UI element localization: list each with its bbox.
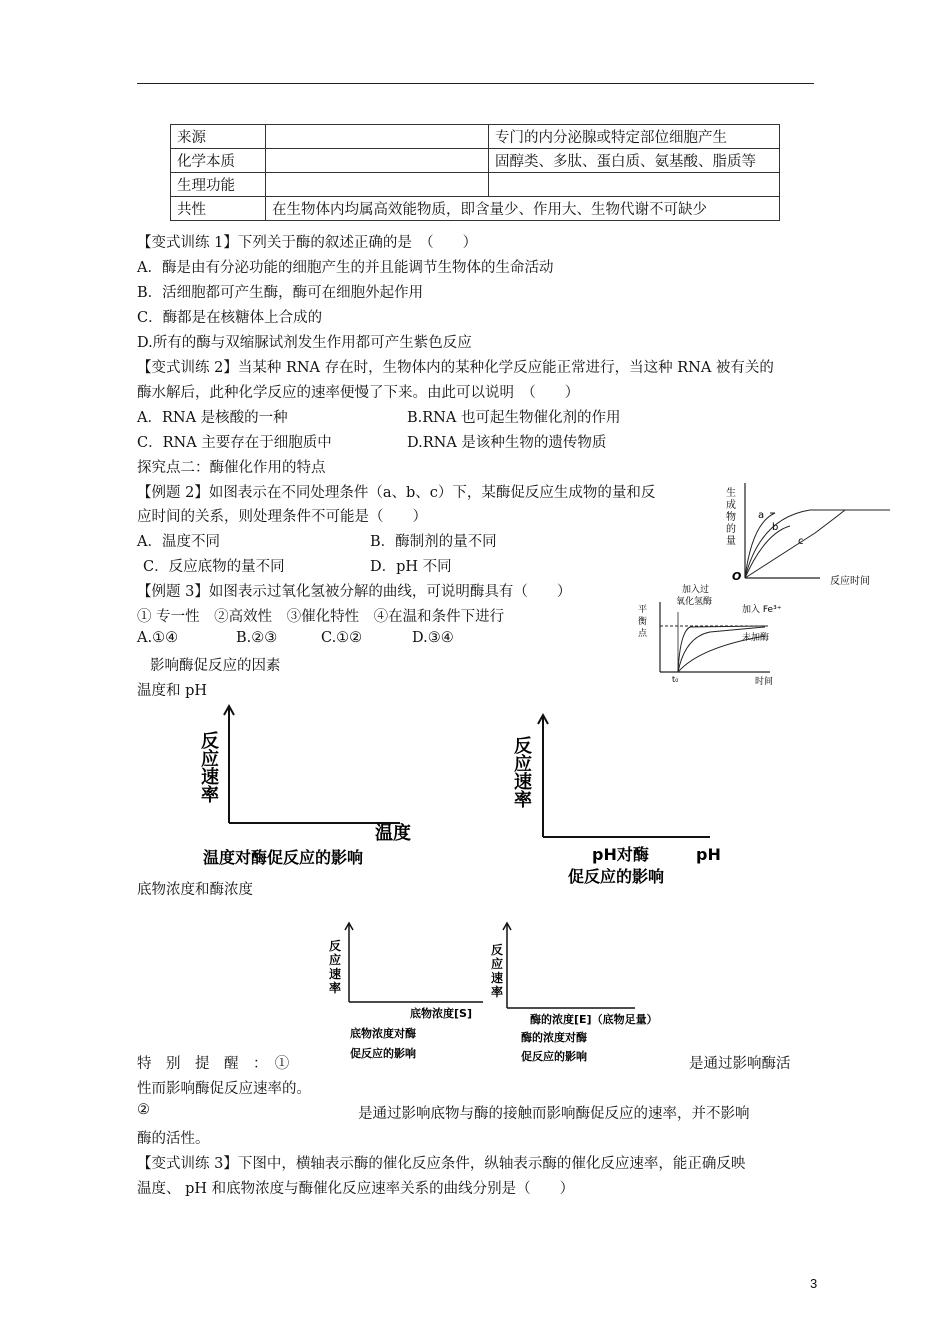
ex3-line1: 【变式训练 3】下图中，横轴表示酶的催化反应条件，纵轴表示酶的催化反应速率，能正确反映 [137, 1156, 746, 1172]
origin-label: O [732, 570, 742, 583]
y-label-char: 速 [329, 967, 342, 981]
x-label: 反应时间 [830, 576, 870, 587]
label-catalase: 加入过 [682, 585, 710, 595]
table-cell: 共性 [171, 197, 266, 221]
section-title: 探究点二：酶催化作用的特点 [137, 460, 326, 476]
table-cell [266, 149, 489, 173]
q2-option-b: B．酶制剂的量不同 [370, 534, 497, 550]
q2-stem-line1: 【例题 2】如图表示在不同处理条件（a、b、c）下，某酶促反应生成物的量和反 [137, 485, 656, 501]
note-line3-start: ② [137, 1102, 150, 1118]
ph-figure [510, 712, 770, 892]
ex2-option-c: C．RNA 主要存在于细胞质中 [137, 435, 332, 451]
table-row [171, 173, 780, 197]
enzyme-figure [485, 920, 685, 1065]
table-cell: 固醇类、多肽、蛋白质、氨基酸、脂质等 [489, 149, 780, 173]
y-label-char: 速 [201, 767, 219, 788]
ex1-stem: 【变式训练 1】下列关于酶的叙述正确的是 （ ） [137, 235, 478, 251]
y-label-char: 应 [329, 953, 342, 967]
curve-a-plateau [745, 510, 890, 578]
note-line2: 性而影响酶促反应速率的。 [137, 1081, 311, 1097]
q3-items: ① 专一性 ②高效性 ③催化特性 ④在温和条件下进行 [137, 609, 505, 625]
hormone-table [170, 124, 780, 221]
y-label-char: 物 [726, 512, 736, 523]
curve-label-a: a [758, 510, 765, 521]
ex1-option-d: D.所有的酶与双缩脲试剂发生作用都可产生紫色反应 [137, 335, 472, 351]
substrate-figure [325, 920, 495, 1065]
q3-option-c: C.①② [321, 630, 363, 646]
x-label: 时间 [755, 677, 774, 687]
ex1-option-b: B．活细胞都可产生酶，酶可在细胞外起作用 [137, 285, 424, 301]
y-label-char: 率 [491, 985, 504, 999]
y-label-char: 反 [329, 939, 342, 953]
figure-caption: 底物浓度对酶 [350, 1027, 416, 1040]
y-label-char: 应 [514, 754, 532, 775]
label-no-enzyme: 未加酶 [742, 633, 770, 643]
table-cell: 专门的内分泌腺或特定部位细胞产生 [489, 125, 780, 149]
ex3-line2: 温度、 pH 和底物浓度与酶催化反应速率关系的曲线分别是（ ） [137, 1181, 575, 1197]
figure-caption: pH对酶 [592, 845, 649, 864]
table-cell: 生理功能 [171, 173, 266, 197]
table-cell [266, 173, 489, 197]
ex1-option-a: A．酶是由有分泌功能的细胞产生的并且能调节生物体的生命活动 [137, 260, 554, 276]
x-label: 酶的浓度[E]（底物足量） [530, 1013, 658, 1026]
y-label-char: 率 [514, 790, 532, 811]
curve-label-c: c [798, 536, 804, 547]
t0-label: t₀ [672, 675, 679, 684]
y-label-char: 反 [201, 731, 219, 752]
q3-option-d: D.③④ [412, 630, 454, 646]
table-cell [266, 125, 489, 149]
y-label-char: 衡 [638, 617, 648, 627]
x-label: pH [696, 845, 721, 864]
y-label-char: 速 [514, 772, 532, 793]
y-label-char: 平 [638, 605, 648, 615]
label-fe: 加入 Fe³⁺ [742, 605, 782, 615]
table-cell [489, 173, 780, 197]
factors-title: 影响酶促反应的因素 [150, 658, 281, 674]
ex1-option-c: C．酶都是在核糖体上合成的 [137, 310, 323, 326]
y-label-char: 成 [726, 500, 736, 511]
table-cell: 化学本质 [171, 149, 266, 173]
q2-option-a: A．温度不同 [137, 534, 220, 550]
y-label-char: 率 [201, 785, 219, 806]
note-line3-end: 是通过影响底物与酶的接触而影响酶促反应的速率，并不影响 [358, 1106, 750, 1122]
table-row [171, 149, 780, 173]
y-label-char: 点 [638, 629, 648, 639]
temperature-figure [195, 703, 435, 873]
figure-caption: 温度对酶促反应的影响 [203, 848, 364, 867]
y-label-char: 应 [491, 957, 504, 971]
note-line1-start: 特 别 提 醒 ： ① [137, 1056, 290, 1072]
figure-caption: 促反应的影响 [568, 867, 665, 886]
y-label-char: 生 [726, 488, 736, 499]
q3-option-a: A.①④ [137, 630, 179, 646]
concentration-label: 底物浓度和酶浓度 [137, 882, 253, 898]
q3-option-b: B.②③ [236, 630, 278, 646]
y-label-char: 的 [726, 524, 736, 535]
y-label-char: 反 [491, 943, 504, 957]
q2-option-c: C．反应底物的量不同 [143, 559, 285, 575]
q2-option-d: D．pH 不同 [370, 559, 452, 575]
curve-b [745, 526, 790, 578]
q3-stem: 【例题 3】如图表示过氧化氢被分解的曲线，可说明酶具有（ ） [137, 584, 572, 600]
temp-ph-label: 温度和 pH [137, 683, 208, 699]
page-number: 3 [810, 1276, 818, 1291]
y-label-char: 率 [329, 981, 342, 995]
label-catalase: 氧化氢酶 [676, 597, 713, 607]
x-label: 底物浓度[S] [410, 1007, 472, 1020]
ex2-stem-line1: 【变式训练 2】当某种 RNA 存在时，生物体内的某种化学反应能正常进行，当这种 RNA 被有关的 [137, 360, 774, 376]
y-label-char: 量 [726, 536, 736, 547]
header-rule [137, 83, 814, 84]
figure-caption: 促反应的影响 [350, 1047, 416, 1060]
figure-caption: 酶的浓度对酶 [521, 1031, 587, 1044]
x-label: 温度 [375, 823, 411, 844]
y-label-char: 应 [201, 749, 219, 770]
ex2-option-b: B.RNA 也可起生物催化剂的作用 [407, 410, 621, 426]
y-label-char: 速 [491, 971, 504, 985]
figure-caption: 促反应的影响 [521, 1050, 587, 1063]
q2-stem-line2: 应时间的关系，则处理条件不可能是（ ） [137, 509, 427, 525]
h2o2-figure [630, 582, 805, 692]
table-cell: 来源 [171, 125, 266, 149]
table-cell-merged: 在生物体内均属高效能物质，即含量少、作用大、生物代谢不可缺少 [266, 197, 780, 221]
product-time-figure [720, 478, 895, 588]
ex2-option-d: D.RNA 是该种生物的遗传物质 [407, 435, 607, 451]
note-line4: 酶的活性。 [137, 1131, 210, 1147]
y-label-char: 反 [514, 736, 532, 757]
table-row [171, 125, 780, 149]
table-row [171, 197, 780, 221]
note-line1-end: 是通过影响酶活 [689, 1056, 791, 1072]
ex2-stem-line2: 酶水解后，此种化学反应的速率便慢了下来。由此可以说明 （ ） [137, 385, 580, 401]
ex2-option-a: A．RNA 是核酸的一种 [137, 410, 288, 426]
curve-label-b: b [772, 522, 779, 533]
